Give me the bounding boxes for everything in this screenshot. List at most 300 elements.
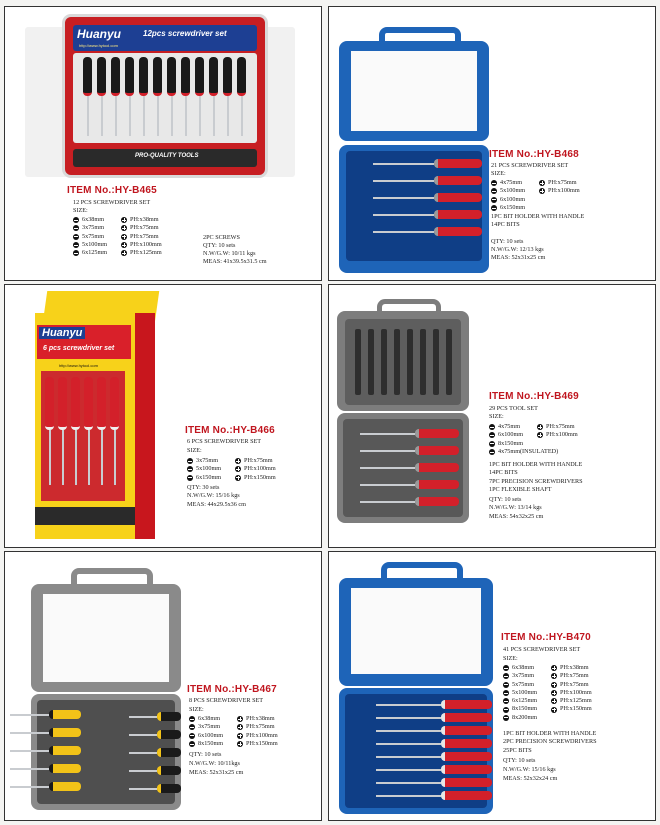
bit-slot	[381, 329, 387, 395]
slotted-tip-icon	[489, 441, 495, 447]
item-prefix: ITEM No.:	[489, 149, 537, 160]
screwdriver-handle	[209, 57, 218, 96]
slotted-size-text: 4x75mm	[498, 423, 521, 430]
size-row	[491, 196, 580, 204]
slotted-size-text: 6x100mm	[500, 195, 526, 203]
product-image-hy-b465	[65, 17, 265, 175]
slotted-tip-icon	[489, 432, 495, 438]
extra-line: 14PC BITS	[489, 469, 518, 477]
slotted-size	[503, 714, 551, 722]
screwdriver-shaft	[10, 768, 49, 770]
screwdriver-handle	[49, 728, 81, 737]
phillips-size	[121, 249, 162, 257]
screwdriver-shaft	[373, 214, 434, 216]
screwdriver-handle	[58, 377, 67, 430]
screwdriver-shaft	[143, 96, 145, 136]
screwdriver-shaft	[115, 96, 117, 136]
size-label: SIZE:	[189, 706, 204, 713]
slotted-size-text: 6x150mm	[196, 473, 222, 481]
slotted-size	[189, 723, 237, 731]
extra-line: 2PC PRECISION SCREWDRIVERS	[503, 738, 597, 746]
bit-slot	[446, 329, 452, 395]
screwdriver-handle	[415, 463, 459, 472]
phillips-size-text: PH:x75mm	[560, 680, 589, 688]
slotted-size-text: 3x75mm	[196, 457, 219, 464]
slotted-tip-icon	[73, 217, 79, 223]
slotted-tip-icon	[189, 724, 195, 730]
phillips-tip-icon	[551, 673, 557, 679]
slotted-size-text: 6x125mm	[512, 697, 538, 705]
screwdriver-handle	[167, 57, 176, 96]
screwdriver-shaft	[373, 197, 434, 199]
phillips-tip-icon	[235, 466, 241, 472]
screwdriver-shaft	[376, 730, 441, 732]
size-row	[503, 681, 592, 689]
phillips-size	[237, 723, 275, 731]
product-cell-hy-b468	[328, 6, 656, 281]
size-row	[73, 216, 162, 224]
slotted-size	[187, 465, 235, 473]
size-row	[73, 233, 162, 241]
slotted-tip-icon	[189, 716, 195, 722]
slotted-size	[489, 423, 537, 431]
package-set-name: 6 pcs screwdriver set	[43, 345, 115, 352]
screwdriver-shaft	[376, 743, 441, 745]
screwdriver-shaft	[129, 716, 157, 718]
screwdriver-handle	[157, 784, 181, 793]
screwdriver-shaft	[360, 433, 415, 435]
screwdriver-shaft	[129, 734, 157, 736]
screwdriver-handle	[415, 497, 459, 506]
phillips-size-text: PH:x100mm	[130, 240, 162, 248]
screwdriver-shaft	[101, 430, 103, 485]
phillips-tip-icon	[551, 707, 557, 713]
size-row	[503, 714, 592, 722]
screwdriver-shaft	[360, 467, 415, 469]
phillips-size-text: PH:x75mm	[130, 232, 159, 240]
slotted-size	[491, 204, 539, 212]
weight-text: N.W/G.W: 12/13 kgs	[491, 246, 544, 253]
size-row	[491, 204, 580, 212]
screwdriver-handle	[441, 752, 492, 761]
size-row	[489, 448, 578, 456]
phillips-size-text: PH:x75mm	[246, 723, 275, 731]
phillips-size-text: PH:x150mm	[560, 705, 592, 713]
weight-text: N.W/G.W: 15/16 kgs	[503, 766, 556, 773]
slotted-size-text: 3x75mm	[512, 672, 535, 680]
screwdriver-handle	[157, 712, 181, 721]
size-row	[189, 723, 278, 731]
item-name: 6 PCS SCREWDRIVER SET	[187, 438, 262, 445]
phillips-size-text: PH:x75mm	[546, 423, 575, 430]
product-image-hy-b468	[339, 27, 489, 275]
phillips-size-text: PH:x125mm	[560, 697, 592, 705]
package-brand: Huanyu	[77, 27, 122, 41]
item-code: HY-B467	[234, 684, 277, 695]
item-title	[185, 425, 275, 436]
phillips-size	[537, 423, 575, 431]
phillips-tip-icon	[121, 225, 127, 231]
slotted-size-text: 4x75mm(INSULATED)	[498, 447, 559, 455]
phillips-tip-icon	[537, 424, 543, 430]
phillips-tip-icon	[121, 217, 127, 223]
screwdriver-handle	[441, 778, 492, 787]
extra-line: 1PC BIT HOLDER WITH HANDLE	[489, 461, 583, 468]
phillips-size	[551, 705, 592, 713]
item-title	[501, 632, 591, 643]
size-list	[73, 216, 162, 257]
slotted-size-text: 6x125mm	[82, 249, 108, 257]
package-site: http://www.hytool.com	[79, 43, 118, 48]
size-row	[489, 431, 578, 439]
slotted-size-text: 4x75mm	[500, 179, 523, 186]
phillips-size	[551, 672, 589, 680]
qty-text: QTY: 10 sets	[203, 242, 236, 249]
screwdriver-handle	[45, 377, 54, 430]
screwdriver-shaft	[376, 756, 441, 758]
size-row	[73, 249, 162, 257]
slotted-size	[187, 457, 235, 465]
meas-text: MEAS: 52x31x25 cm	[491, 254, 546, 261]
size-row	[503, 705, 592, 713]
extra-line: 1PC BIT HOLDER WITH HANDLE	[491, 213, 585, 220]
item-code: HY-B470	[548, 632, 591, 643]
product-image-hy-b470	[339, 562, 493, 816]
phillips-size	[237, 715, 275, 723]
screwdriver-shaft	[373, 231, 434, 233]
slotted-tip-icon	[491, 205, 497, 211]
item-name: 41 PCS SCREWDRIVER SET	[503, 646, 581, 653]
slotted-size	[73, 233, 121, 241]
screwdriver-shaft	[227, 96, 229, 136]
item-name: 12 PCS SCREWDRIVER SET	[73, 199, 151, 206]
screwdriver-shaft	[10, 750, 49, 752]
screwdriver-shaft	[87, 96, 89, 136]
qty-text: QTY: 30 sets	[187, 484, 220, 491]
slotted-size	[503, 689, 551, 697]
phillips-size	[237, 732, 278, 740]
package-site: http://www.hytool.com	[59, 363, 98, 368]
phillips-tip-icon	[237, 716, 243, 722]
weight-text: N.W/G.W: 10/11kgs	[189, 760, 240, 767]
size-label: SIZE:	[187, 447, 202, 454]
screwdriver-handle	[434, 193, 482, 202]
screwdriver-handle	[97, 57, 106, 96]
screwdriver-handle	[125, 57, 134, 96]
size-row	[503, 672, 592, 680]
screwdriver-handle	[157, 766, 181, 775]
size-row	[503, 664, 592, 672]
qty-text: QTY: 10 sets	[489, 496, 522, 503]
slotted-size	[189, 715, 237, 723]
screwdriver-handle	[139, 57, 148, 96]
size-label: SIZE:	[73, 207, 88, 214]
slotted-tip-icon	[503, 715, 509, 721]
phillips-size-text: PH:x38mm	[130, 216, 159, 223]
screwdriver-handle	[83, 57, 92, 96]
screwdriver-handle	[97, 377, 106, 430]
phillips-size	[121, 216, 159, 224]
phillips-tip-icon	[539, 180, 545, 186]
slotted-tip-icon	[503, 682, 509, 688]
slotted-size	[73, 249, 121, 257]
phillips-tip-icon	[121, 250, 127, 256]
slotted-tip-icon	[491, 197, 497, 203]
slotted-size	[187, 474, 235, 482]
screwdriver-shaft	[360, 501, 415, 503]
screwdriver-handle	[157, 730, 181, 739]
product-image-hy-b466	[29, 291, 159, 539]
screwdriver-handle	[415, 429, 459, 438]
screwdriver-handle	[434, 176, 482, 185]
slotted-size-text: 5x100mm	[196, 465, 222, 473]
slotted-tip-icon	[503, 698, 509, 704]
weight-text: N.W/G.W: 15/16 kgs	[187, 492, 240, 499]
item-code: HY-B469	[536, 391, 579, 402]
slotted-size	[491, 179, 539, 187]
slotted-size	[489, 431, 537, 439]
phillips-size-text: PH:x75mm	[130, 224, 159, 232]
slotted-tip-icon	[491, 180, 497, 186]
screwdriver-handle	[153, 57, 162, 96]
item-prefix: ITEM No.:	[67, 185, 115, 196]
slotted-size-text: 6x38mm	[198, 715, 221, 722]
size-row	[73, 241, 162, 249]
screwdriver-shaft	[376, 782, 441, 784]
size-row	[187, 465, 276, 473]
phillips-size-text: PH:x100mm	[244, 465, 276, 473]
item-prefix: ITEM No.:	[489, 391, 537, 402]
screwdriver-handle	[181, 57, 190, 96]
slotted-tip-icon	[489, 449, 495, 455]
screwdriver-handle	[237, 57, 246, 96]
weight-text: N.W/G.W: 13/14 kgs	[489, 504, 542, 511]
slotted-size-text: 8x150mm	[198, 739, 224, 747]
package-tagline: PRO-QUALITY TOOLS	[135, 153, 199, 159]
slotted-tip-icon	[187, 458, 193, 464]
slotted-size-text: 6x100mm	[198, 731, 224, 739]
meas-text: MEAS: 41x39.5x31.5 cm	[203, 258, 267, 265]
size-list	[189, 715, 278, 748]
product-cell-hy-b465	[4, 6, 322, 281]
size-row	[489, 440, 578, 448]
package-set-name: 12pcs screwdriver set	[143, 29, 227, 38]
phillips-tip-icon	[235, 458, 241, 464]
size-row	[189, 732, 278, 740]
screwdriver-handle	[415, 480, 459, 489]
screwdriver-handle	[441, 700, 492, 709]
phillips-tip-icon	[237, 724, 243, 730]
phillips-size	[537, 431, 578, 439]
slotted-tip-icon	[73, 250, 79, 256]
slotted-size	[73, 216, 121, 224]
screwdriver-handle	[157, 748, 181, 757]
item-code: HY-B465	[114, 185, 157, 196]
slotted-size	[73, 224, 121, 232]
product-cell-hy-b466	[4, 284, 322, 548]
phillips-size	[235, 474, 276, 482]
phillips-size	[551, 681, 589, 689]
phillips-tip-icon	[551, 665, 557, 671]
slotted-size	[491, 196, 539, 204]
item-title	[187, 684, 277, 695]
screwdriver-handle	[441, 726, 492, 735]
phillips-size	[551, 664, 589, 672]
phillips-size-text: PH:x38mm	[246, 715, 275, 722]
meas-text: MEAS: 52x31x25 cm	[189, 769, 244, 776]
product-cell-hy-b469	[328, 284, 656, 548]
item-name: 8 PCS SCREWDRIVER SET	[189, 697, 264, 704]
slotted-tip-icon	[189, 741, 195, 747]
screwdriver-shaft	[373, 163, 434, 165]
size-row	[491, 179, 580, 187]
size-row	[491, 187, 580, 195]
slotted-size	[189, 732, 237, 740]
item-title	[67, 185, 157, 196]
screwdriver-shaft	[185, 96, 187, 136]
bit-slot	[433, 329, 439, 395]
phillips-size-text: PH:x100mm	[546, 431, 578, 439]
slotted-size-text: 6x100mm	[498, 431, 524, 439]
screwdriver-handle	[49, 710, 81, 719]
screwdriver-handle	[49, 764, 81, 773]
phillips-size-text: PH:x125mm	[130, 249, 162, 257]
phillips-tip-icon	[537, 432, 543, 438]
item-name: 29 PCS TOOL SET	[489, 405, 538, 412]
bit-slot	[355, 329, 361, 395]
screwdriver-shaft	[376, 769, 441, 771]
phillips-size	[235, 465, 276, 473]
product-image-hy-b467	[31, 568, 181, 812]
slotted-size-text: 5x75mm	[82, 232, 105, 240]
slotted-tip-icon	[187, 475, 193, 481]
slotted-size-text: 6x38mm	[82, 216, 105, 223]
item-title	[489, 149, 579, 160]
size-row	[187, 457, 276, 465]
screwdriver-shaft	[62, 430, 64, 485]
slotted-tip-icon	[73, 234, 79, 240]
screwdriver-handle	[441, 739, 492, 748]
slotted-size-text: 8x150mm	[512, 705, 538, 713]
screwdriver-handle	[415, 446, 459, 455]
screwdriver-shaft	[10, 786, 49, 788]
size-row	[73, 224, 162, 232]
phillips-tip-icon	[539, 188, 545, 194]
screwdriver-shaft	[114, 430, 116, 485]
phillips-size-text: PH:x150mm	[246, 739, 278, 747]
screwdriver-shaft	[129, 788, 157, 790]
screwdriver-handle	[49, 746, 81, 755]
screwdriver-shaft	[376, 717, 441, 719]
screwdriver-handle	[49, 782, 81, 791]
screwdriver-shaft	[171, 96, 173, 136]
screwdriver-handle	[195, 57, 204, 96]
screwdriver-handle	[434, 227, 482, 236]
slotted-size-text: 3x75mm	[198, 723, 221, 731]
slotted-size	[489, 440, 537, 448]
extra-line: 25PC BITS	[503, 746, 532, 754]
phillips-size	[539, 179, 577, 187]
item-code: HY-B468	[536, 149, 579, 160]
screwdriver-shaft	[241, 96, 243, 136]
slotted-size-text: 8x200mm	[512, 713, 538, 721]
screwdriver-shaft	[10, 732, 49, 734]
slotted-tip-icon	[187, 466, 193, 472]
slotted-size-text: 5x75mm	[512, 680, 535, 688]
screwdriver-handle	[441, 791, 492, 800]
size-label: SIZE:	[489, 413, 504, 420]
size-row	[189, 715, 278, 723]
screwdriver-handle	[223, 57, 232, 96]
size-label: SIZE:	[503, 655, 518, 662]
phillips-tip-icon	[551, 690, 557, 696]
phillips-tip-icon	[237, 741, 243, 747]
phillips-size-text: PH:x100mm	[560, 688, 592, 696]
size-list	[503, 664, 592, 722]
phillips-size-text: PH:x38mm	[560, 664, 589, 671]
slotted-tip-icon	[73, 242, 79, 248]
meas-text: MEAS: 44x29.5x36 cm	[187, 501, 246, 508]
size-list	[187, 457, 276, 482]
item-prefix: ITEM No.:	[185, 425, 233, 436]
product-image-hy-b469	[337, 299, 469, 525]
screwdriver-handle	[434, 159, 482, 168]
phillips-size-text: PH:x100mm	[548, 187, 580, 195]
bit-slot	[420, 329, 426, 395]
slotted-size	[503, 672, 551, 680]
slotted-size-text: 3x75mm	[82, 224, 105, 232]
screwdriver-handle	[84, 377, 93, 430]
screwdriver-handle	[441, 765, 492, 774]
size-row	[189, 740, 278, 748]
size-list	[491, 179, 580, 212]
screwdriver-shaft	[360, 450, 415, 452]
screwdriver-handle	[441, 713, 492, 722]
screwdriver-handle	[110, 377, 119, 430]
phillips-size-text: PH:x75mm	[548, 179, 577, 186]
size-list	[489, 423, 578, 456]
size-row	[489, 423, 578, 431]
qty-text: QTY: 10 sets	[189, 751, 222, 758]
screwdriver-shaft	[129, 770, 157, 772]
slotted-size	[503, 681, 551, 689]
extra-line: 1PC FLEXIBLE SHAFT	[489, 485, 552, 493]
screwdriver-handle	[111, 57, 120, 96]
product-cell-hy-b467	[4, 551, 322, 821]
slotted-tip-icon	[73, 225, 79, 231]
item-code: HY-B466	[232, 425, 275, 436]
slotted-size	[489, 447, 559, 456]
phillips-tip-icon	[551, 682, 557, 688]
phillips-size	[237, 740, 278, 748]
product-cell-hy-b470	[328, 551, 656, 821]
slotted-size	[503, 664, 551, 672]
phillips-size	[551, 697, 592, 705]
phillips-tip-icon	[237, 733, 243, 739]
slotted-tip-icon	[491, 188, 497, 194]
slotted-size-text: 5x100mm	[512, 688, 538, 696]
size-row	[187, 474, 276, 482]
phillips-size	[551, 689, 592, 697]
slotted-tip-icon	[189, 733, 195, 739]
screwdriver-shaft	[88, 430, 90, 485]
bit-slot	[407, 329, 413, 395]
slotted-size	[491, 187, 539, 195]
slotted-size-text: 5x100mm	[82, 240, 108, 248]
phillips-tip-icon	[235, 475, 241, 481]
screwdriver-shaft	[373, 180, 434, 182]
screwdriver-shaft	[129, 752, 157, 754]
